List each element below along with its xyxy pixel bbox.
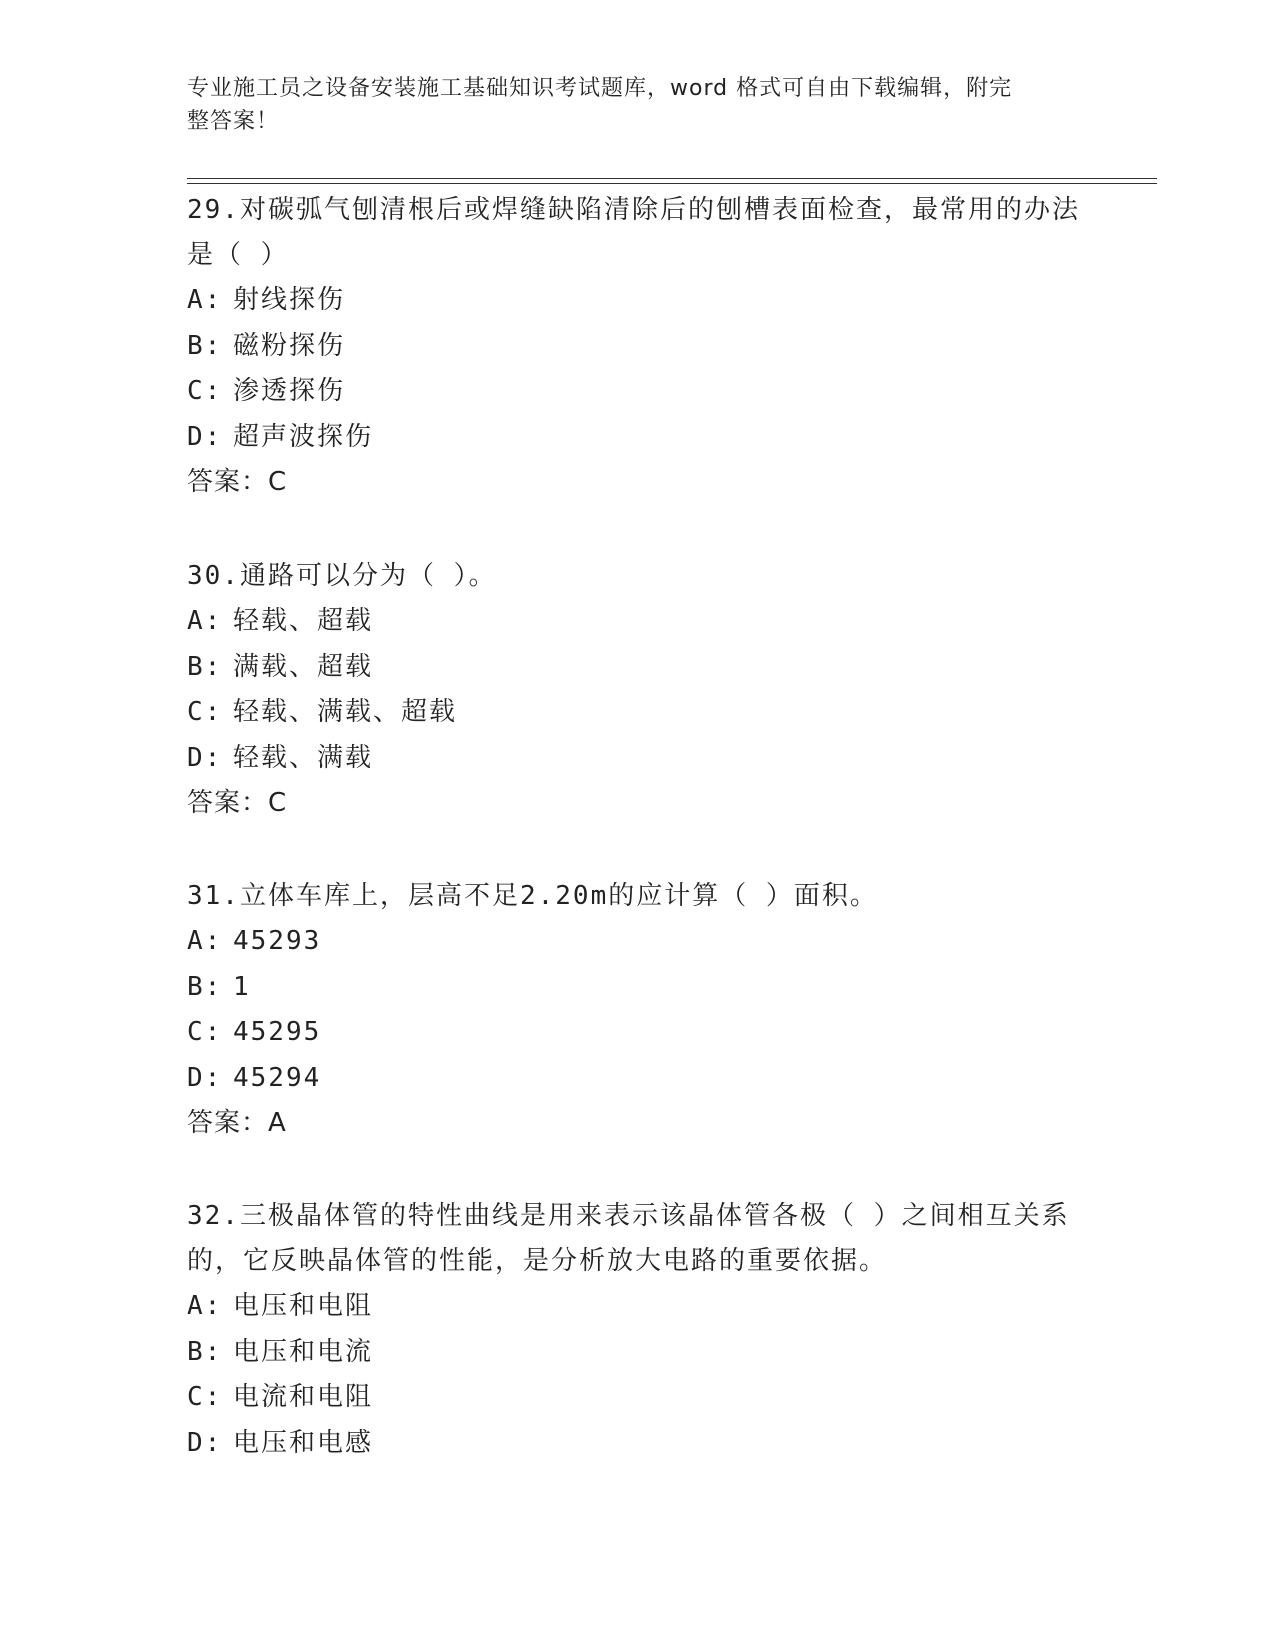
option-c bbox=[187, 369, 1087, 415]
option-text: 渗透探伤 bbox=[233, 376, 346, 406]
question-32 bbox=[187, 1194, 1087, 1466]
option-a bbox=[187, 278, 1087, 324]
option-text: 磁粉探伤 bbox=[233, 330, 346, 361]
option-text: 轻载、满载、超载 bbox=[233, 697, 458, 727]
header-divider-top bbox=[187, 178, 1157, 179]
question-stem: 29.对碳弧气刨清根后或焊缝缺陷清除后的刨槽表面检查，最常用的办法是（ ） bbox=[187, 195, 1080, 270]
option-b bbox=[187, 645, 1087, 691]
option-key: A: bbox=[187, 285, 223, 315]
option-b bbox=[187, 1330, 1087, 1376]
option-d bbox=[187, 736, 1087, 782]
option-text: 轻载、满载 bbox=[233, 742, 374, 773]
option-text: 电压和电流 bbox=[233, 1336, 374, 1367]
option-text: 射线探伤 bbox=[233, 285, 346, 315]
answer-line: 答案：C bbox=[187, 788, 288, 818]
option-text: 电压和电感 bbox=[233, 1427, 374, 1458]
option-text: 满载、超载 bbox=[233, 651, 374, 682]
option-key: B: bbox=[187, 1336, 223, 1367]
option-c bbox=[187, 1375, 1087, 1421]
question-29 bbox=[187, 188, 1087, 505]
option-key: C: bbox=[187, 1017, 223, 1047]
option-text: 电流和电阻 bbox=[233, 1382, 374, 1412]
header-line-2: 整答案！ bbox=[187, 109, 280, 134]
option-key: C: bbox=[187, 376, 223, 406]
option-key: B: bbox=[187, 971, 223, 1002]
document-header bbox=[187, 72, 1067, 138]
option-c bbox=[187, 1010, 1087, 1056]
header-divider-bottom bbox=[187, 183, 1157, 184]
option-b bbox=[187, 324, 1087, 370]
option-text: 1 bbox=[233, 971, 251, 1002]
option-key: D: bbox=[187, 742, 223, 773]
header-line-1: 专业施工员之设备安装施工基础知识考试题库，word 格式可自由下载编辑，附完 bbox=[187, 76, 1013, 101]
option-key: D: bbox=[187, 421, 223, 452]
option-key: A: bbox=[187, 606, 223, 636]
answer-line: 答案：A bbox=[187, 1108, 287, 1138]
option-key: B: bbox=[187, 330, 223, 361]
option-text: 超声波探伤 bbox=[233, 421, 374, 452]
option-d bbox=[187, 415, 1087, 461]
option-key: B: bbox=[187, 651, 223, 682]
option-text: 电压和电阻 bbox=[233, 1291, 374, 1321]
option-b bbox=[187, 965, 1087, 1011]
question-30 bbox=[187, 554, 1087, 826]
option-a bbox=[187, 919, 1087, 965]
option-key: C: bbox=[187, 1382, 223, 1412]
option-key: D: bbox=[187, 1427, 223, 1458]
question-stem: 31.立体车库上，层高不足2.20m的应计算（ ）面积。 bbox=[187, 881, 878, 911]
option-text: 轻载、超载 bbox=[233, 606, 374, 636]
question-stem: 30.通路可以分为（ ）。 bbox=[187, 561, 497, 591]
answer-line: 答案：C bbox=[187, 467, 288, 497]
option-key: A: bbox=[187, 1291, 223, 1321]
option-text: 45293 bbox=[233, 926, 322, 956]
question-stem: 32.三极晶体管的特性曲线是用来表示该晶体管各极（ ）之间相互关系的，它反映晶体管的性能，是分析放大电路的重要依据。 bbox=[187, 1201, 1070, 1276]
option-text: 45295 bbox=[233, 1017, 322, 1047]
option-a bbox=[187, 1284, 1087, 1330]
question-31 bbox=[187, 874, 1087, 1146]
option-c bbox=[187, 690, 1087, 736]
option-text: 45294 bbox=[233, 1062, 322, 1093]
option-a bbox=[187, 599, 1087, 645]
option-key: A: bbox=[187, 926, 223, 956]
option-d bbox=[187, 1421, 1087, 1467]
option-d bbox=[187, 1056, 1087, 1102]
option-key: C: bbox=[187, 697, 223, 727]
option-key: D: bbox=[187, 1062, 223, 1093]
